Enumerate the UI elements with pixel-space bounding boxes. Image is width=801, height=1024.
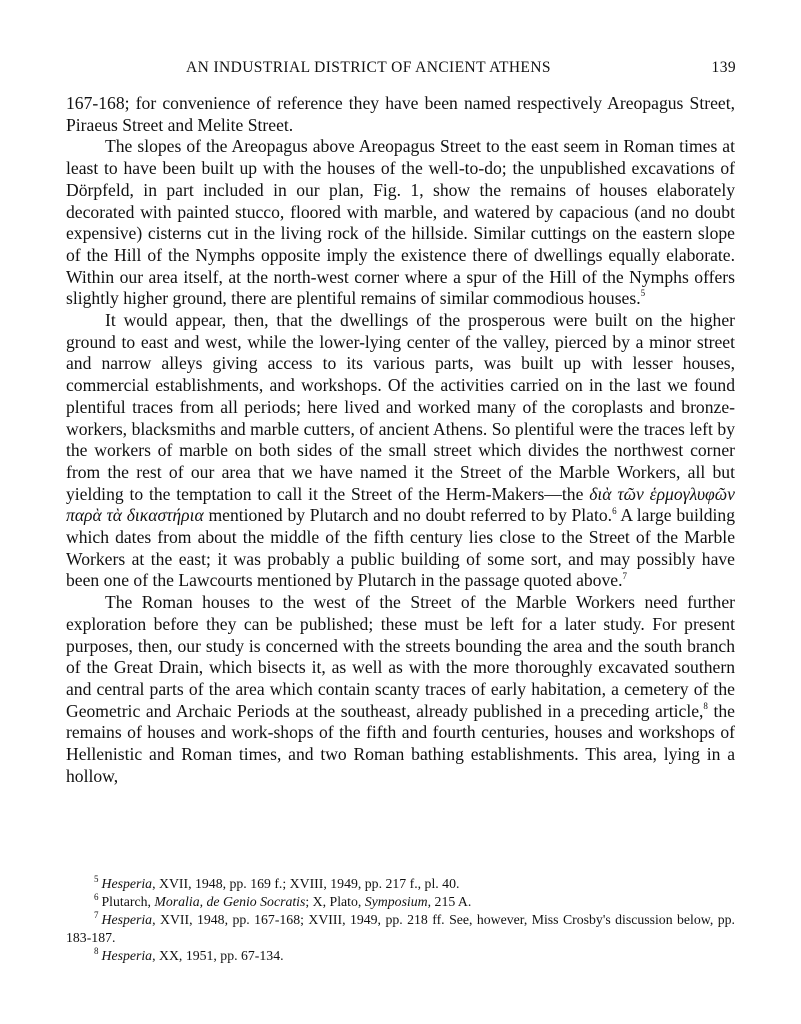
footnote-text: , XVII, 1948, pp. 167-168; XVIII, 1949, pp. 218 ff. See, however, Miss Crosby's discussion below, pp. 183-187.	[66, 912, 735, 946]
footnote-7	[66, 911, 735, 948]
running-header	[66, 59, 736, 81]
paragraph-3-text-a: It would appear, then, that the dwellings of the prosperous were built on the higher ground to east and west, while the lower-lying center of the valley, pierced by a minor street and narrow alleys giving access to its various parts, was built up with lesser houses, commercial establishments, and workshops. Of the activities carried on in the last we found plentiful traces from all periods; here lived and worked many of the coroplasts and bronze-workers, blacksmiths and marble cutters, of ancient Athens. So plentiful were the traces left by the workers of marble on both sides of the small street which divides the northwest corner from the rest of our area that we have named it the Street of the Marble Workers, all but yielding to the temptation to call it the Street of the Herm-Makers—the	[66, 310, 735, 504]
footnote-ref-6[interactable]: 6	[612, 505, 617, 516]
paragraph-2	[66, 136, 735, 310]
footnote-6	[66, 893, 735, 911]
paragraph-3	[66, 310, 735, 592]
page-number: 139	[711, 59, 736, 76]
paragraph-4-text-b: the remains of houses and work-shops of the fifth and fourth centuries, houses and workshops of Hellenistic and Roman times, and two Roman bathing establishments. This area, lying in a hollow,	[66, 700, 735, 786]
paragraph-2-text: The slopes of the Areopagus above Areopagus Street to the east seem in Roman times at least to have been built up with the houses of the well-to-do; the unpublished excavations of Dörpfeld, in part included in our plan, Fig. 1, show the remains of houses elaborately decorated with painted stucco, floored with marble, and watered by capacious (and no doubt expensive) cisterns cut in the living rock of the hillside. Similar cuttings on the eastern slope of the Hill of the Nymphs opposite imply the existence there of dwellings equally elaborate. Within our area itself, at the north-west corner where a spur of the Hill of the Nymphs offers slightly higher ground, there are plentiful remains of similar commodious houses.	[66, 136, 735, 309]
footnote-8	[66, 947, 735, 965]
footnote-mark: 6	[94, 892, 99, 903]
footnote-text: Symposium	[364, 894, 428, 909]
paragraph-3-text-c: A large building which dates from about the middle of the fifth century lies close to the Street of the Marble Workers at the east; it was probably a public building of some sort, and may possibly have been one of the Lawcourts mentioned by Plutarch in the passage quoted above.	[66, 505, 735, 591]
footnote-text: Hesperia	[101, 912, 153, 927]
footnote-mark: 5	[94, 874, 99, 885]
paragraph-4	[66, 592, 735, 787]
footnote-text: Moralia, de Genio Socratis	[154, 894, 306, 909]
footnote-text: Plutarch,	[101, 894, 155, 909]
footnote-5	[66, 875, 735, 893]
footnote-ref-8[interactable]: 8	[703, 700, 708, 711]
body-text	[66, 93, 735, 788]
footnote-mark: 8	[94, 946, 99, 957]
footnote-text: , XVII, 1948, pp. 169 f.; XVIII, 1949, pp. 217 f., pl. 40.	[152, 876, 460, 891]
paragraph-1	[66, 93, 735, 136]
footnote-text: , 215 A.	[427, 894, 472, 909]
footnote-text: , XX, 1951, pp. 67-134.	[152, 948, 284, 963]
footnote-text: Hesperia	[101, 948, 153, 963]
footnote-ref-5[interactable]: 5	[640, 288, 646, 299]
footnote-text: ; X, Plato,	[305, 894, 365, 909]
footnote-ref-7[interactable]: 7	[622, 570, 627, 581]
footnote-mark: 7	[94, 910, 99, 921]
running-title: AN INDUSTRIAL DISTRICT OF ANCIENT ATHENS	[186, 59, 551, 76]
paragraph-3-text-b: mentioned by Plutarch and no doubt referred to by Plato.	[203, 505, 613, 526]
paragraph-1-text: 167-168; for convenience of reference they have been named respectively Areopagus Street, Piraeus Street and Melite Street.	[66, 93, 735, 135]
greek-quotation: διὰ τῶν ἑρμογλυφῶν παρὰ τὰ δικαστήρια	[66, 483, 735, 526]
paragraph-4-text-a: The Roman houses to the west of the Street of the Marble Workers need further exploration before they can be published; these must be left for a later study. For present purposes, then, our study is concerned with the streets bounding the area and the south branch of the Great Drain, which bisects it, as well as with the more thoroughly excavated southern and central parts of the area which contain scanty traces of early habitation, a cemetery of the Geometric and Archaic Periods at the southeast, already published in a preceding article,	[66, 592, 735, 721]
footnote-text: Hesperia	[101, 876, 153, 891]
